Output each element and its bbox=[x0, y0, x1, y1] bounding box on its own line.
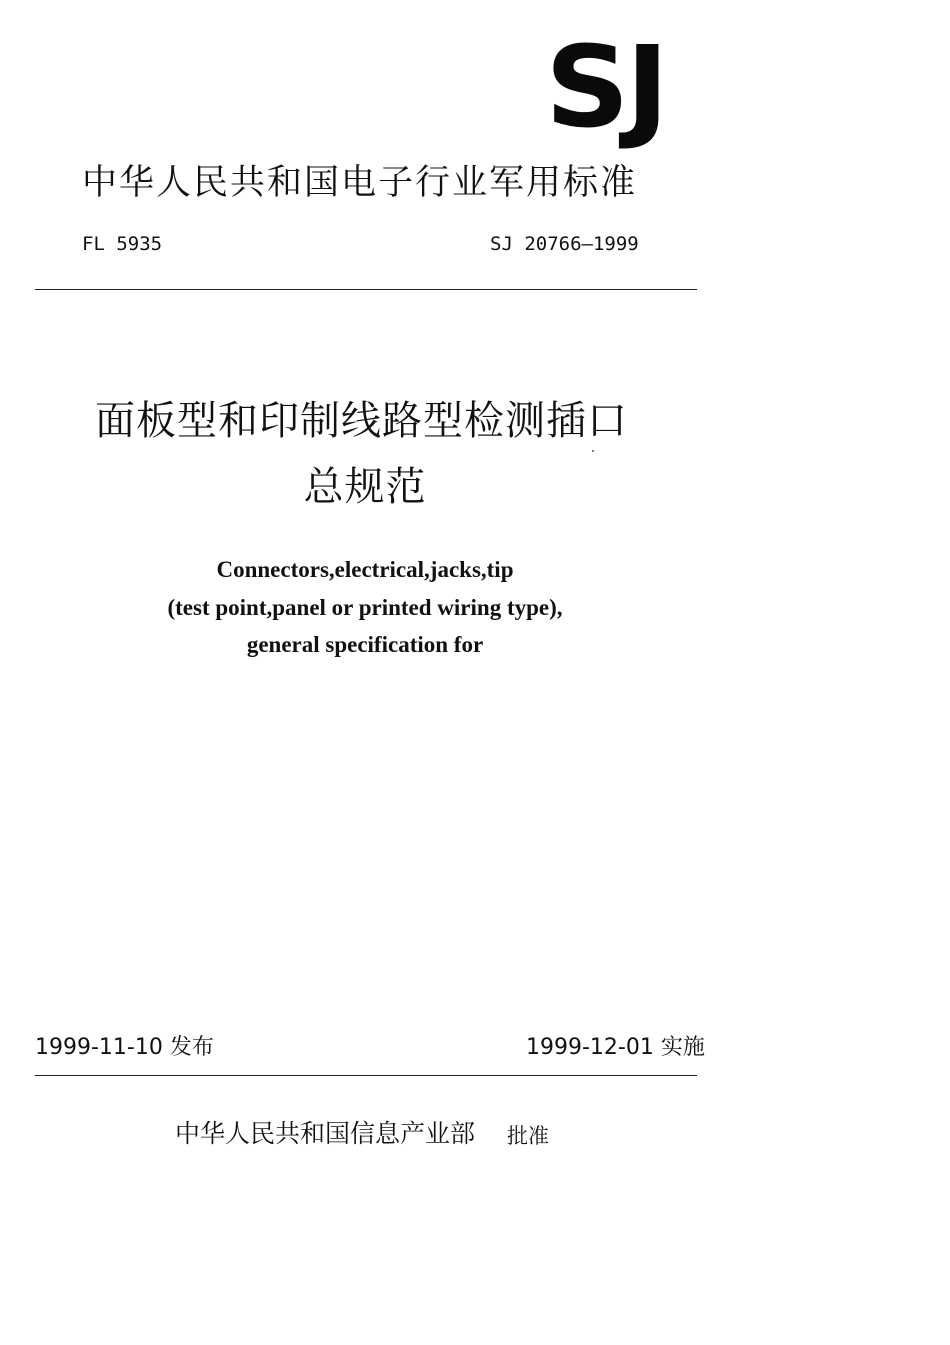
title-en-line-2: (test point,panel or printed wiring type), bbox=[167, 594, 563, 620]
implementation-date: 1999-12-01 实施 bbox=[526, 1035, 705, 1060]
department-title: 中华人民共和国电子行业军用标准 bbox=[82, 163, 638, 203]
title-en-line-3: general specification for bbox=[246, 632, 484, 657]
title-en-line-1: Connectors,electrical,jacks,tip bbox=[216, 557, 514, 582]
scan-speck bbox=[592, 450, 594, 452]
bottom-divider bbox=[35, 1075, 697, 1076]
sj-logo: SJ bbox=[545, 23, 666, 153]
title-en bbox=[0, 551, 730, 664]
issue-date: 1999-11-10 发布 bbox=[35, 1035, 214, 1060]
approving-authority: 中华人民共和国信息产业部 bbox=[175, 1119, 476, 1148]
title-zh-line-2: 总规范 bbox=[303, 464, 427, 510]
approval-label: 批准 bbox=[507, 1124, 549, 1148]
classification-code: FL 5935 bbox=[82, 233, 163, 255]
top-divider bbox=[35, 289, 697, 290]
standard-number: SJ 20766—1999 bbox=[490, 233, 639, 255]
title-zh-line-1: 面板型和印制线路型检测插口 bbox=[95, 398, 628, 444]
